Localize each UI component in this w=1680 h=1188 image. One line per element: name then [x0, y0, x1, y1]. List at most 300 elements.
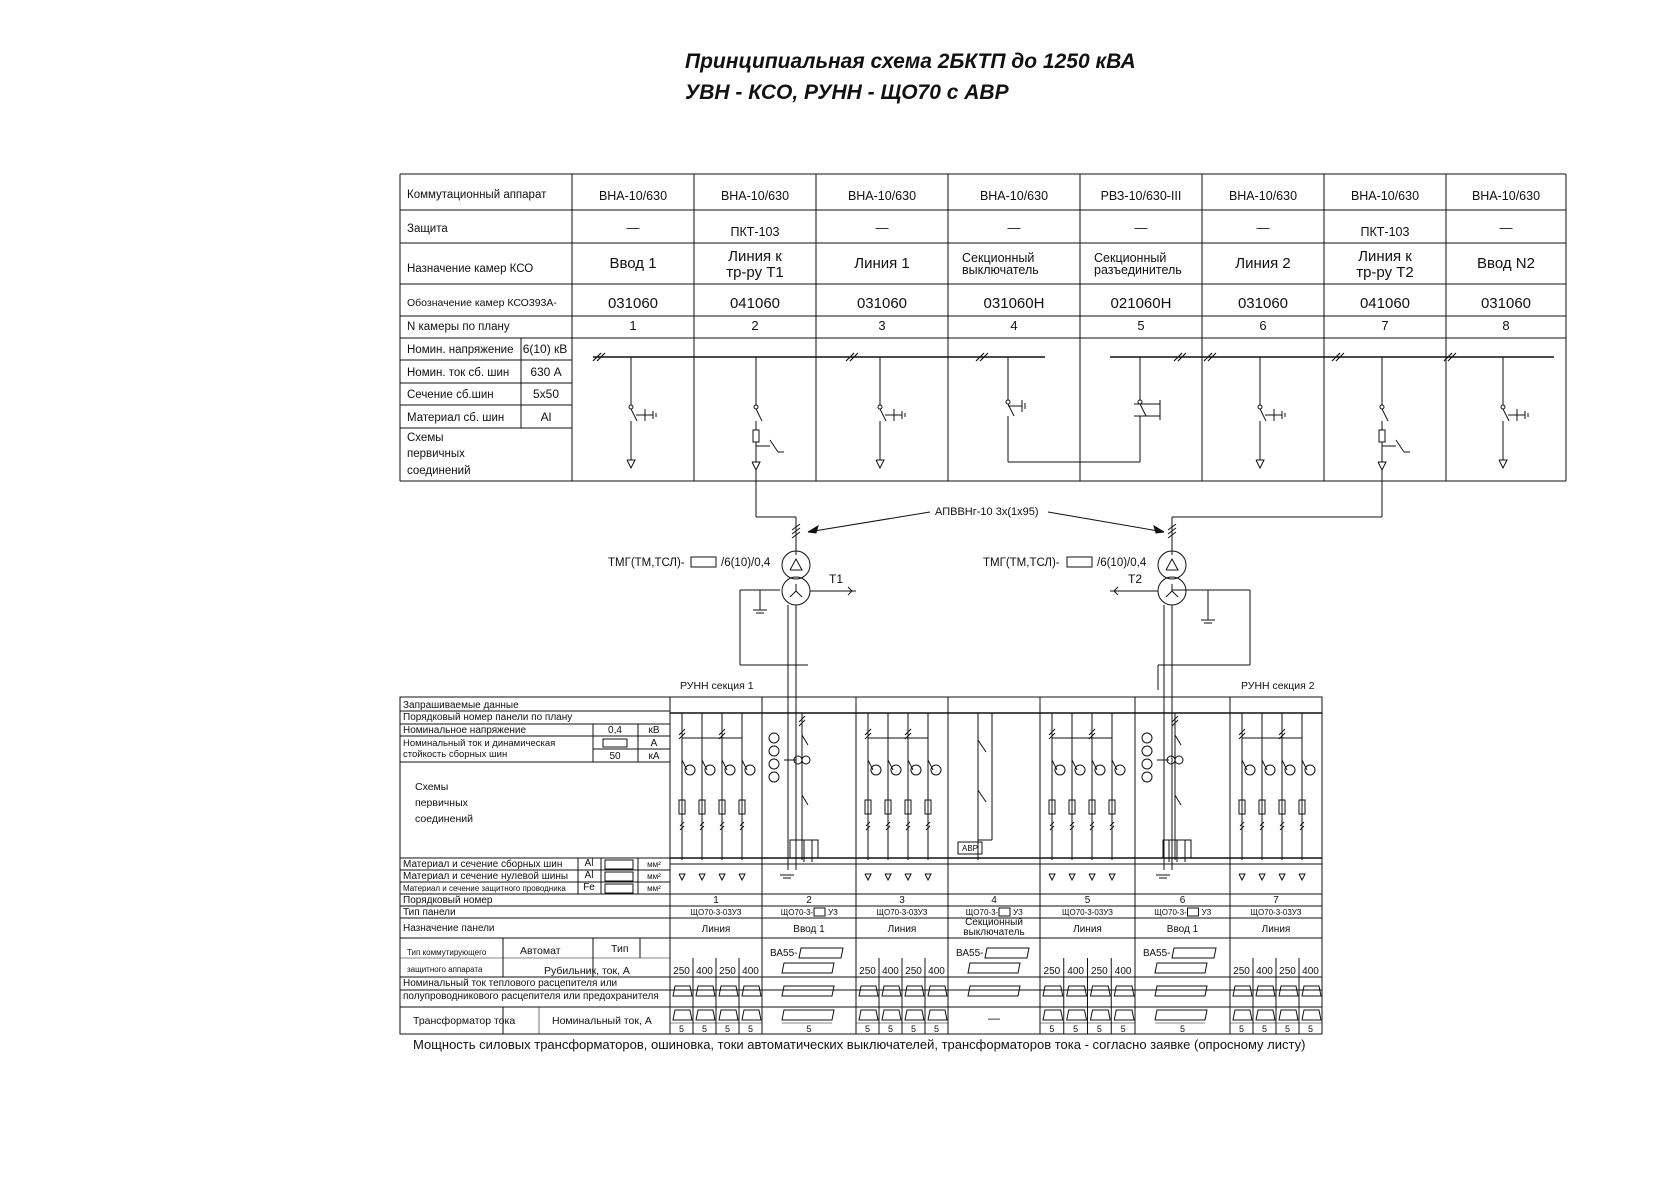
runn-automat-field — [985, 948, 1029, 958]
runn-panel-type-suffix: УЗ — [1201, 908, 1212, 917]
runn-label-schemes: Схемы — [415, 781, 449, 793]
uvn-cell7-cable-end — [1378, 462, 1386, 470]
runn-current-unit: А — [650, 738, 658, 749]
uvn-cell-number: 2 — [751, 318, 759, 333]
runn-breaker-value: 400 — [742, 966, 759, 977]
uvn-cell-protection: — — [1256, 220, 1270, 235]
runn-breaker-value: 250 — [673, 966, 690, 977]
uvn-param-section: 5х50 — [532, 387, 560, 401]
runn-breaker-value: 400 — [1114, 966, 1132, 977]
runn-thermal-field — [673, 986, 692, 996]
runn-label-current: стойкость сборных шин — [403, 749, 508, 760]
runn-section-field — [605, 860, 633, 869]
runn-feeder-end — [1089, 874, 1095, 880]
uvn-cell-designation: 031060 — [1237, 295, 1289, 312]
runn-switch-blade — [1072, 760, 1077, 770]
uvn-cell4-contact — [1006, 400, 1010, 404]
cable-arrow-left — [808, 512, 930, 532]
runn-dynamic-unit: кА — [648, 751, 660, 762]
meter-icon — [769, 759, 779, 769]
runn-thermal-field — [1043, 986, 1063, 996]
runn-panel-type: ЩО70-3-03УЗ — [1061, 908, 1114, 917]
runn-panel-number: 4 — [991, 895, 997, 906]
runn-panel-type: ЩО70-3- — [965, 908, 999, 917]
runn-breaker-value: 400 — [1302, 966, 1319, 977]
runn-panel-type: ЩО70-3- — [1154, 908, 1187, 917]
runn-section1-label: РУНН секция 1 — [680, 680, 754, 692]
uvn-cell3-switch-contact — [878, 405, 882, 409]
uvn-cell-designation: 031060 — [1480, 295, 1532, 312]
uvn-cell-purpose: разъединитель — [1094, 263, 1182, 277]
uvn-cell-apparatus: ВНА-10/630 — [1228, 189, 1298, 203]
runn-ct-value: — — [988, 1011, 1000, 1025]
runn-panel-number: 1 — [713, 895, 719, 906]
uvn-cell-protection: — — [626, 220, 640, 235]
runn-ct-value: 5 — [864, 1024, 871, 1034]
runn-ct-value: 5 — [747, 1024, 754, 1034]
runn-switch-blade — [1092, 760, 1097, 770]
uvn-cell-purpose: тр-ру Т1 — [726, 264, 784, 281]
uvn-cell-designation: 021060Н — [1110, 295, 1172, 312]
runn-ct-field — [859, 1010, 878, 1020]
transformer-primary-winding — [1158, 551, 1186, 579]
runn-thermal-field — [1091, 986, 1111, 996]
runn-panel-type-field — [999, 908, 1010, 916]
uvn-cell-number: 6 — [1259, 318, 1267, 333]
uvn-cell7-contact — [1380, 405, 1384, 409]
runn-ct-value: 5 — [1049, 1024, 1055, 1034]
runn-panel-purpose: Ввод 1 — [793, 924, 825, 935]
uvn-cell-purpose: Линия 1 — [854, 255, 910, 272]
star-symbol — [790, 591, 796, 597]
uvn-label-material: Материал сб. шин — [407, 412, 505, 424]
runn-label-automat: Автомат — [520, 945, 561, 957]
uvn-cell-purpose: Линия к — [728, 248, 782, 265]
uvn-cell-purpose: Секционный — [1094, 251, 1167, 265]
runn-thermal-field — [1256, 986, 1275, 996]
meter-icon — [1142, 772, 1152, 782]
runn-thermal-field — [928, 986, 947, 996]
runn-label-current: Номинальный ток и динамическая — [403, 738, 556, 749]
uvn-param-current: 630 А — [530, 365, 562, 379]
runn-ct-field — [1155, 1010, 1207, 1020]
uvn-cell-apparatus: РВЗ-10/630-III — [1100, 189, 1182, 203]
runn-ct-field — [928, 1010, 947, 1020]
uvn-cell2-fuse — [753, 430, 759, 442]
uvn-cell-apparatus: ВНА-10/630 — [598, 189, 668, 203]
runn-breaker-value: 400 — [1067, 966, 1084, 977]
uvn-cell-purpose: выключатель — [962, 263, 1039, 277]
runn-voltage-value: 0,4 — [608, 725, 622, 736]
runn-label-neutral: Материал и сечение нулевой шины — [403, 871, 569, 882]
uvn-param-material: Al — [540, 410, 552, 424]
runn-ct-field — [1067, 1010, 1087, 1020]
runn-panel-type-suffix: УЗ — [1013, 908, 1023, 917]
runn-label-type: Тип — [611, 943, 629, 955]
runn-feeder-end — [905, 874, 911, 880]
t1-power-field — [691, 557, 716, 567]
runn-feeder-end — [1069, 874, 1075, 880]
runn-voltage-unit: кВ — [648, 725, 660, 736]
uvn-cell2-earth-blade — [770, 440, 778, 452]
runn-ct-field — [1091, 1010, 1111, 1020]
uvn-cell-purpose: тр-ру Т2 — [1356, 264, 1414, 281]
cable-arrow-right — [1048, 512, 1164, 532]
uvn-cell-designation: 031060Н — [983, 295, 1045, 312]
delta-symbol — [1166, 559, 1178, 570]
transformer-primary-winding — [782, 551, 810, 579]
uvn-cell-purpose: Линия 2 — [1235, 255, 1291, 272]
runn-feeder-end — [1259, 874, 1265, 880]
runn-switch-blade — [682, 760, 687, 770]
runn-section-blade — [978, 740, 986, 752]
runn-al-2: Al — [584, 870, 594, 881]
runn-breaker-value: 400 — [882, 966, 899, 977]
runn-section2-label: РУНН секция 2 — [1241, 680, 1315, 692]
uvn-cell-protection: ПКТ-103 — [730, 225, 780, 239]
runn-thermal-field — [719, 986, 738, 996]
runn-ct-value: 5 — [806, 1024, 812, 1034]
uvn-label-number: N камеры по плану — [407, 321, 510, 333]
t1-name: Т1 — [829, 572, 844, 586]
cable-label: АПВВНг-10 3х(1х95) — [935, 506, 1039, 518]
uvn-cell1-switch-contact — [629, 405, 633, 409]
uvn-cell7-earth-blade — [1396, 440, 1404, 452]
runn-panel-type: ЩО70-3- — [780, 908, 814, 917]
runn-feeder-end — [925, 874, 931, 880]
runn-switch-blade — [868, 760, 873, 770]
runn-breaker-value: 400 — [928, 966, 945, 977]
runn-label-panel-order: Порядковый номер панели по плану — [403, 712, 573, 723]
runn-thermal-field — [742, 986, 761, 996]
uvn-cell-apparatus: ВНА-10/630 — [1471, 189, 1541, 203]
runn-dynamic-value: 50 — [609, 751, 621, 762]
runn-label-protective: Материал и сечение защитного проводника — [403, 884, 566, 893]
runn-ct-value: 5 — [887, 1024, 894, 1034]
runn-label-switch-type: Тип коммутирующего — [407, 948, 487, 957]
uvn-cell7-fuse — [1379, 430, 1385, 442]
runn-label-purpose: Назначение панели — [403, 923, 495, 934]
runn-ct-field — [719, 1010, 738, 1020]
runn-panel-purpose: Линия — [887, 924, 917, 935]
uvn-cell-apparatus: ВНА-10/630 — [720, 189, 790, 203]
uvn-cell-designation: 031060 — [856, 295, 908, 312]
runn-ct-value: 5 — [1261, 1024, 1268, 1034]
runn-panel-number: 5 — [1084, 895, 1091, 906]
uvn-cell1-cable-end — [627, 460, 635, 468]
meter-icon — [1142, 733, 1152, 743]
t1-type-suffix: /6(10)/0,4 — [721, 557, 771, 569]
runn-breaker-value: 250 — [1233, 966, 1250, 977]
runn-switch-blade — [1242, 760, 1247, 770]
uvn-cell-apparatus: ВНА-10/630 — [1350, 189, 1420, 203]
runn-breaker-value: 250 — [1043, 966, 1061, 977]
runn-switch-blade — [908, 760, 913, 770]
runn-feeder-end — [865, 874, 871, 880]
runn-feeder-end — [1239, 874, 1245, 880]
runn-label-ct: Трансформатор тока — [413, 1015, 516, 1027]
uvn-label-schemes: Схемы — [407, 432, 444, 444]
runn-thermal-field — [1302, 986, 1321, 996]
runn-thermal-field — [782, 986, 834, 996]
runn-automat-type: ВА55- — [956, 948, 984, 959]
runn-breaker-value: 250 — [905, 966, 922, 977]
uvn-cell-protection: — — [1499, 220, 1513, 235]
runn-switch-blade — [702, 760, 707, 770]
runn-label-schemes: соединений — [415, 813, 473, 825]
runn-ct-value: 5 — [1073, 1024, 1079, 1034]
runn-breaker-value: 250 — [1091, 966, 1108, 977]
uvn-cell5-blade — [1140, 404, 1146, 416]
runn-breaker-field — [968, 963, 1020, 973]
meter-icon — [769, 746, 779, 756]
uvn-cell6-cable-end — [1256, 460, 1264, 468]
runn-feeder-end — [679, 874, 685, 880]
runn-label-order: Порядковый номер — [403, 895, 493, 906]
t2-type-suffix: /6(10)/0,4 — [1097, 557, 1147, 569]
runn-panel-type-field — [814, 908, 825, 916]
runn-label-thermal: Номинальный ток теплового расцепителя или — [403, 978, 618, 989]
runn-input-switch — [802, 735, 808, 745]
runn-input-blade — [802, 795, 808, 805]
runn-ct-field — [905, 1010, 924, 1020]
uvn-cell-apparatus: ВНА-10/630 — [979, 189, 1049, 203]
uvn-cell7-blade — [1382, 409, 1388, 421]
runn-panel-purpose: Линия — [1073, 924, 1102, 935]
runn-feeder-end — [1049, 874, 1055, 880]
runn-label-panel-type: Тип панели — [403, 907, 456, 918]
runn-thermal-field — [859, 986, 878, 996]
uvn-label-designation: Обозначение камер КСО393А- — [407, 297, 557, 309]
ct-icon — [802, 756, 810, 764]
runn-thermal-field — [1279, 986, 1298, 996]
uvn-cell-protection: — — [875, 220, 889, 235]
runn-label-switch-type: защитного аппарата — [407, 965, 483, 974]
runn-breaker-value: 250 — [1279, 966, 1296, 977]
runn-ct-value: 5 — [1120, 1024, 1126, 1034]
meter-icon — [769, 733, 779, 743]
runn-panel-type: ЩО70-3-03УЗ — [1250, 908, 1302, 917]
uvn-cell2-cable-end — [752, 462, 760, 470]
runn-ct-value: 5 — [724, 1024, 731, 1034]
uvn-cell-purpose: Ввод N2 — [1477, 255, 1535, 272]
runn-input-switch — [1175, 735, 1181, 745]
runn-ct-field — [1302, 1010, 1321, 1020]
ct-icon — [1175, 756, 1183, 764]
runn-feeder-end — [719, 874, 725, 880]
runn-ct-field — [1114, 1010, 1134, 1020]
runn-ct-value: 5 — [678, 1024, 685, 1034]
uvn-cell-number: 3 — [878, 318, 886, 333]
runn-label-voltage: Номинальное напряжение — [403, 725, 527, 736]
runn-feeder-end — [1109, 874, 1115, 880]
uvn-label-section: Сечение сб.шин — [407, 389, 494, 401]
uvn-label-purpose: Назначение камер КСО — [407, 263, 534, 275]
runn-mm-unit: мм² — [647, 884, 661, 893]
runn-mm-unit: мм² — [647, 860, 661, 869]
runn-panel-purpose: выключатель — [963, 927, 1025, 938]
runn-label-breaker: Рубильник, ток, А — [544, 965, 630, 977]
runn-panel-purpose: Линия — [1261, 924, 1291, 935]
uvn-label-protection: Защита — [407, 223, 448, 235]
uvn-cell-number: 5 — [1137, 318, 1145, 333]
runn-breaker-field — [782, 963, 834, 973]
runn-feeder-end — [699, 874, 705, 880]
runn-switch-blade — [1052, 760, 1057, 770]
runn-panel-type-field — [1188, 908, 1199, 916]
runn-fe: Fe — [583, 882, 595, 893]
runn-automat-field — [1172, 948, 1216, 958]
runn-feeder-end — [1279, 874, 1285, 880]
runn-breaker-value: 250 — [859, 966, 876, 977]
uvn-cell8-switch-contact — [1501, 405, 1505, 409]
runn-ct-field — [1256, 1010, 1275, 1020]
uvn-label-voltage: Номин. напряжение — [407, 344, 514, 356]
runn-breaker-field — [1155, 963, 1207, 973]
footnote: Мощность силовых трансформаторов, ошиновка, токи автоматических выключателей, трансформаторов тока - согласно заявке (опросному листу) — [413, 1037, 1306, 1052]
runn-al-1: Al — [584, 858, 594, 869]
runn-label-ct-nominal: Номинальный ток, А — [552, 1015, 652, 1027]
runn-panel-purpose: Линия — [701, 924, 731, 935]
page-title: Принципиальная схема 2БКТП до 1250 кВА — [685, 50, 1136, 73]
uvn-cell-protection: — — [1134, 220, 1148, 235]
runn-automat-field — [799, 948, 843, 958]
uvn-cell-protection: — — [1007, 220, 1021, 235]
runn-current-field — [603, 739, 627, 747]
uvn-param-voltage: 6(10) кВ — [522, 342, 568, 356]
delta-symbol — [790, 559, 802, 570]
runn-automat-type: ВА55- — [1143, 948, 1171, 959]
uvn-cell3-cable-end — [876, 460, 884, 468]
t1-type-label: ТМГ(ТМ,ТСЛ)- — [608, 557, 685, 569]
runn-section-field — [605, 872, 633, 881]
runn-ct-value: 5 — [1238, 1024, 1245, 1034]
runn-switch-blade — [1112, 760, 1117, 770]
runn-feeder-end — [885, 874, 891, 880]
uvn-label-schemes: первичных — [407, 448, 465, 460]
cable-arrow-right-head — [1154, 526, 1164, 533]
runn-label-thermal: полупроводникового расцепителя или предохранителя — [403, 991, 659, 1002]
uvn-cell6-switch-contact — [1258, 405, 1262, 409]
uvn-cell-number: 8 — [1502, 318, 1510, 333]
uvn-label-apparatus: Коммутационный аппарат — [407, 189, 547, 201]
runn-switch-blade — [1302, 760, 1307, 770]
uvn-label-schemes: соединений — [407, 465, 471, 477]
meter-icon — [769, 772, 779, 782]
runn-ct-value: 5 — [1284, 1024, 1291, 1034]
star-symbol — [1172, 591, 1178, 597]
runn-thermal-field — [968, 986, 1020, 996]
runn-input-blade — [1175, 795, 1181, 805]
t2-name: Т2 — [1128, 572, 1143, 586]
runn-ct-value: 5 — [1096, 1024, 1102, 1034]
runn-thermal-field — [1114, 986, 1134, 996]
runn-panel-number: 2 — [806, 895, 812, 906]
runn-section-field — [605, 884, 633, 893]
uvn-cell-purpose: Секционный — [962, 251, 1035, 265]
runn-breaker-value: 250 — [719, 966, 736, 977]
uvn-cell2-contact — [754, 405, 758, 409]
uvn-cell5-contact — [1138, 400, 1142, 404]
runn-switch-blade — [742, 760, 747, 770]
runn-label-bus-material: Материал и сечение сборных шин — [403, 859, 563, 870]
runn-automat-type: ВА55- — [770, 948, 798, 959]
meter-icon — [1142, 759, 1152, 769]
runn-ct-field — [742, 1010, 761, 1020]
runn-ct-value: 5 — [1307, 1024, 1314, 1034]
runn-panel-purpose: Секционный — [965, 917, 1023, 928]
runn-switch-blade — [928, 760, 933, 770]
uvn-cell-number: 4 — [1010, 318, 1018, 333]
runn-panel-type: ЩО70-3-03УЗ — [876, 908, 928, 917]
star-symbol — [796, 591, 802, 597]
runn-ct-value: 5 — [1179, 1024, 1186, 1034]
uvn-cell2-blade — [756, 409, 762, 421]
runn-switch-blade — [1262, 760, 1267, 770]
uvn-label-current: Номин. ток сб. шин — [407, 367, 510, 379]
uvn-cell-apparatus: ВНА-10/630 — [847, 189, 917, 203]
runn-thermal-field — [1067, 986, 1087, 996]
runn-switch-blade — [888, 760, 893, 770]
runn-thermal-field — [1233, 986, 1252, 996]
runn-ct-field — [1233, 1010, 1252, 1020]
avr-label: АВР — [961, 844, 979, 853]
uvn-cell-number: 7 — [1381, 318, 1389, 333]
runn-mm-unit: мм² — [647, 872, 661, 881]
runn-ct-field — [882, 1010, 901, 1020]
runn-label-requested: Запрашиваемые данные — [403, 700, 519, 711]
runn-panel-number: 7 — [1273, 895, 1279, 906]
runn-breaker-value: 400 — [696, 966, 713, 977]
uvn-cell-designation: 031060 — [607, 295, 659, 312]
star-symbol — [1166, 591, 1172, 597]
runn-panel-number: 6 — [1179, 895, 1186, 906]
runn-feeder-end — [739, 874, 745, 880]
runn-thermal-field — [905, 986, 924, 996]
meter-icon — [1142, 746, 1152, 756]
runn-thermal-field — [1155, 986, 1207, 996]
uvn-cell-designation: 041060 — [729, 295, 781, 312]
t2-type-label: ТМГ(ТМ,ТСЛ)- — [983, 557, 1060, 569]
runn-label-schemes: первичных — [415, 797, 468, 809]
runn-ct-field — [782, 1010, 834, 1020]
runn-ct-value: 5 — [933, 1024, 940, 1034]
runn-switch-blade — [1282, 760, 1287, 770]
runn-breaker-value: 400 — [1256, 966, 1273, 977]
uvn-cell-purpose: Линия к — [1358, 248, 1412, 265]
uvn-cell-number: 1 — [629, 318, 637, 333]
runn-ct-field — [1279, 1010, 1298, 1020]
runn-ct-value: 5 — [910, 1024, 917, 1034]
runn-ct-field — [673, 1010, 692, 1020]
runn-ct-field — [1043, 1010, 1063, 1020]
uvn-cell-designation: 041060 — [1359, 295, 1411, 312]
runn-panel-type-suffix: УЗ — [828, 908, 838, 917]
runn-panel-purpose: Ввод 1 — [1166, 924, 1199, 935]
t2-power-field — [1067, 557, 1092, 567]
runn-ct-value: 5 — [701, 1024, 708, 1034]
runn-panel-type: ЩО70-3-03УЗ — [690, 908, 742, 917]
uvn-cell-protection: ПКТ-103 — [1360, 225, 1410, 239]
runn-ct-field — [696, 1010, 715, 1020]
uvn-cell-purpose: Ввод 1 — [609, 255, 657, 272]
uvn-cell8-cable-end — [1499, 460, 1507, 468]
cable-arrow-left-head — [808, 526, 818, 533]
runn-feeder-end — [1299, 874, 1305, 880]
runn-panel-number: 3 — [899, 895, 905, 906]
runn-section-blade — [978, 790, 986, 802]
runn-switch-blade — [722, 760, 727, 770]
